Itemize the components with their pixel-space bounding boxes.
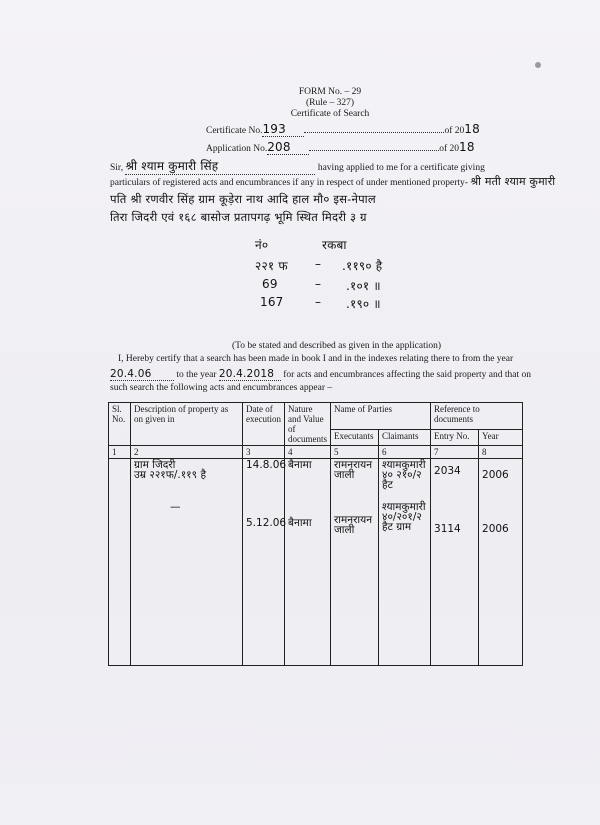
encumbrance-table — [108, 402, 523, 666]
col-number-4: 4 — [285, 446, 331, 459]
row-2-executants: रामनरायन जाली — [334, 514, 373, 536]
plot-row-2-plot: 69 — [262, 277, 278, 291]
particulars-line — [110, 174, 555, 189]
header-date: Date of execution — [243, 403, 285, 446]
plot-row-3-dash: – — [315, 295, 322, 309]
header-reference: Reference to documents — [431, 403, 523, 430]
certificate-year: 18 — [464, 122, 480, 136]
row-2-date: 5.12.06 — [246, 517, 287, 529]
plot-row-1-area: .११९० है — [342, 259, 383, 273]
header-executants: Executants — [331, 429, 379, 445]
certify-line-2-rest: for acts and encumbrances affecting the said property and that on — [283, 370, 532, 380]
row-1-date: 14.8.06 — [246, 459, 287, 471]
plot-row-1-plot: २२१ फ — [255, 259, 288, 273]
row-executants — [331, 459, 379, 666]
application-number: 208 — [267, 140, 309, 155]
row-2-nature: बैनामा — [288, 517, 312, 529]
row-entry — [431, 459, 479, 666]
row-1-executants: रामनरायन जाली — [334, 459, 373, 481]
certify-line-3: such search the following acts and encumbrances appear – — [110, 383, 333, 393]
form-rule: (Rule – 327) — [305, 98, 355, 108]
row-1-nature: बैनामा — [288, 459, 312, 471]
plot-row-3-area: .१९० ॥ — [346, 297, 381, 311]
row-claimants — [379, 459, 431, 666]
header-claimants: Claimants — [379, 429, 431, 445]
row-1-description-line-1: ग्राम जिदरी — [134, 459, 176, 471]
property-line-1: पति श्री रणवीर सिंह ग्राम कूड़ेरा नाथ आदि हाल मौ० इस-नेपाल — [110, 192, 376, 206]
particulars-text: particulars of registered acts and encumbrances if any in respect of under mentioned property- — [110, 178, 468, 188]
plot-row-1-dash: – — [315, 257, 322, 271]
form-number: FORM No. – 29 — [298, 87, 362, 97]
row-2-entry: 3114 — [434, 523, 461, 535]
row-year — [479, 459, 523, 666]
header-entry-no: Entry No. — [431, 429, 479, 445]
applicant-text: having applied to me for a certificate giving — [317, 163, 485, 173]
row-1-entry: 2034 — [434, 465, 461, 477]
form-title: Certificate of Search — [290, 109, 370, 119]
row-date — [243, 459, 285, 666]
applicant-name: श्री श्याम कुमारी सिंह — [125, 157, 315, 175]
col-number-7: 7 — [431, 446, 479, 459]
certificate-label: Certificate No. — [206, 126, 263, 136]
col-number-2: 2 — [131, 446, 243, 459]
row-1-claimants: श्यामकुमारी ४० २१०/२ हैट — [382, 459, 426, 491]
header-nature: Nature and Value of documents — [285, 403, 331, 446]
plot-header-number: नं० — [255, 238, 269, 252]
col-number-3: 3 — [243, 446, 285, 459]
col-number-5: 5 — [331, 446, 379, 459]
row-nature — [285, 459, 331, 666]
col-number-6: 6 — [379, 446, 431, 459]
plot-row-3-plot: 167 — [260, 295, 284, 309]
particulars-hand: श्री मती श्याम कुमारी — [470, 175, 556, 188]
header-year: Year — [479, 429, 523, 445]
salutation: Sir, — [110, 163, 124, 173]
search-from-date: 20.4.06 — [110, 368, 174, 381]
row-2-year: 2006 — [482, 523, 509, 535]
application-note: (To be stated and described as given in the application) — [232, 341, 442, 351]
search-to-date: 20.4.2018 — [219, 368, 281, 381]
header-parties: Name of Parties — [331, 403, 431, 430]
row-1-description-line-2: उम्र २२१फ/.११९ है — [134, 469, 207, 481]
certificate-year-prefix: of 20 — [444, 126, 465, 136]
row-description — [131, 459, 243, 666]
to-the-year-label: to the year — [176, 370, 217, 380]
header-sl-no: Sl. No. — [109, 403, 131, 446]
property-line-2: तिरा जिदरी एवं १६८ बासोज प्रतापगढ़ भूमि स्थित मिदरी ३ ग्र — [110, 210, 367, 224]
certificate-number: 193 — [262, 122, 304, 137]
table-row — [109, 459, 523, 666]
plot-header-area: रकबा — [322, 238, 347, 252]
application-year-prefix: of 20 — [439, 144, 460, 154]
row-1-year: 2006 — [482, 469, 509, 481]
plot-row-2-area: .१०१ ॥ — [346, 279, 381, 293]
certify-line-2 — [110, 368, 531, 381]
applicant-line — [110, 157, 485, 175]
application-number-line — [206, 140, 475, 155]
row-2-description-line-1: — — [170, 501, 181, 513]
col-number-8: 8 — [479, 446, 523, 459]
col-number-1: 1 — [109, 446, 131, 459]
plot-row-2-dash: – — [315, 277, 322, 291]
application-year: 18 — [459, 140, 475, 154]
paper-speck — [535, 62, 541, 68]
header-description: Description of property as on given in — [131, 403, 243, 446]
application-label: Application No. — [206, 144, 268, 154]
row-2-claimants: श्यामकुमारी ४०/२०१/२ हैट ग्राम — [382, 501, 426, 533]
certificate-number-line — [206, 122, 480, 137]
certify-line-1: I, Hereby certify that a search has been made in book I and in the indexes relating there to from the year — [118, 354, 514, 364]
